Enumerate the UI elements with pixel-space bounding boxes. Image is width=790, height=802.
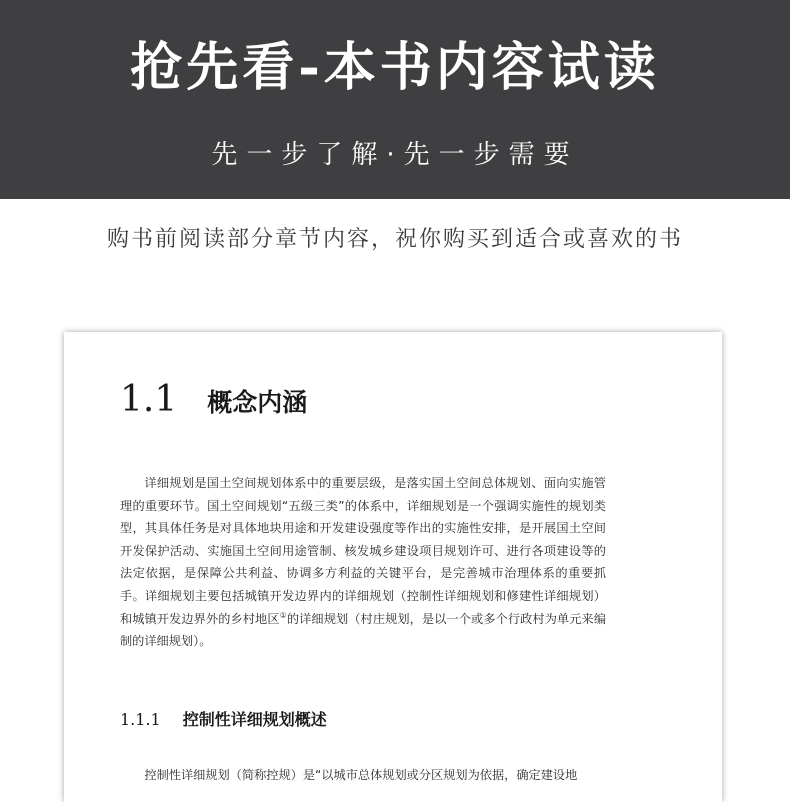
footnote-mark: ① (279, 610, 287, 620)
book-page-preview (64, 332, 722, 802)
subsection-title: 控制性详细规划概述 (182, 710, 327, 729)
body-paragraph (120, 472, 606, 653)
subsection-heading (120, 707, 327, 730)
banner-title: 抢先看-本书内容试读 (130, 37, 660, 98)
section-title: 概念内涵 (207, 388, 308, 417)
banner-subtitle: 先一步了解·先一步需要 (211, 140, 579, 170)
paragraph-text-continued: 的详细规划（村庄规划，是以一个或多个行政村为单元来编制的详细规划）。 (120, 611, 607, 649)
header-banner (0, 0, 790, 199)
tagline: 购书前阅读部分章节内容，祝你购买到适合或喜欢的书 (106, 227, 683, 252)
section-heading (120, 378, 307, 422)
body-paragraph-2: 控制性详细规划（简称控规）是“以城市总体规划或分区规划为依据，确定建设地 (144, 768, 578, 782)
section-number: 1.1 (120, 379, 178, 420)
subsection-number: 1.1.1 (120, 710, 161, 729)
paragraph-text: 详细规划是国土空间规划体系中的重要层级，是落实国土空间总体规划、面向实施管理的重要环节。国土空间规划“五级三类”的体系中，详细规划是一个强调实施性的规划类型，其具体任务是对具体地块用途和开发建设强度等作出的实施性安排，是开展国土空间开发保护活动、实施国土空间用途管制、核发城乡建设项目规划许可、进行各项建设等的法定依据，是保障公共利益、协调多方利益的关键平台，是完善城市治理体系的重要抓手。详细规划主要包括城镇开发边界内的详细规划（控制性详细规划和修建性详细规划）和城镇开发边界外的乡村地区 (120, 476, 606, 626)
